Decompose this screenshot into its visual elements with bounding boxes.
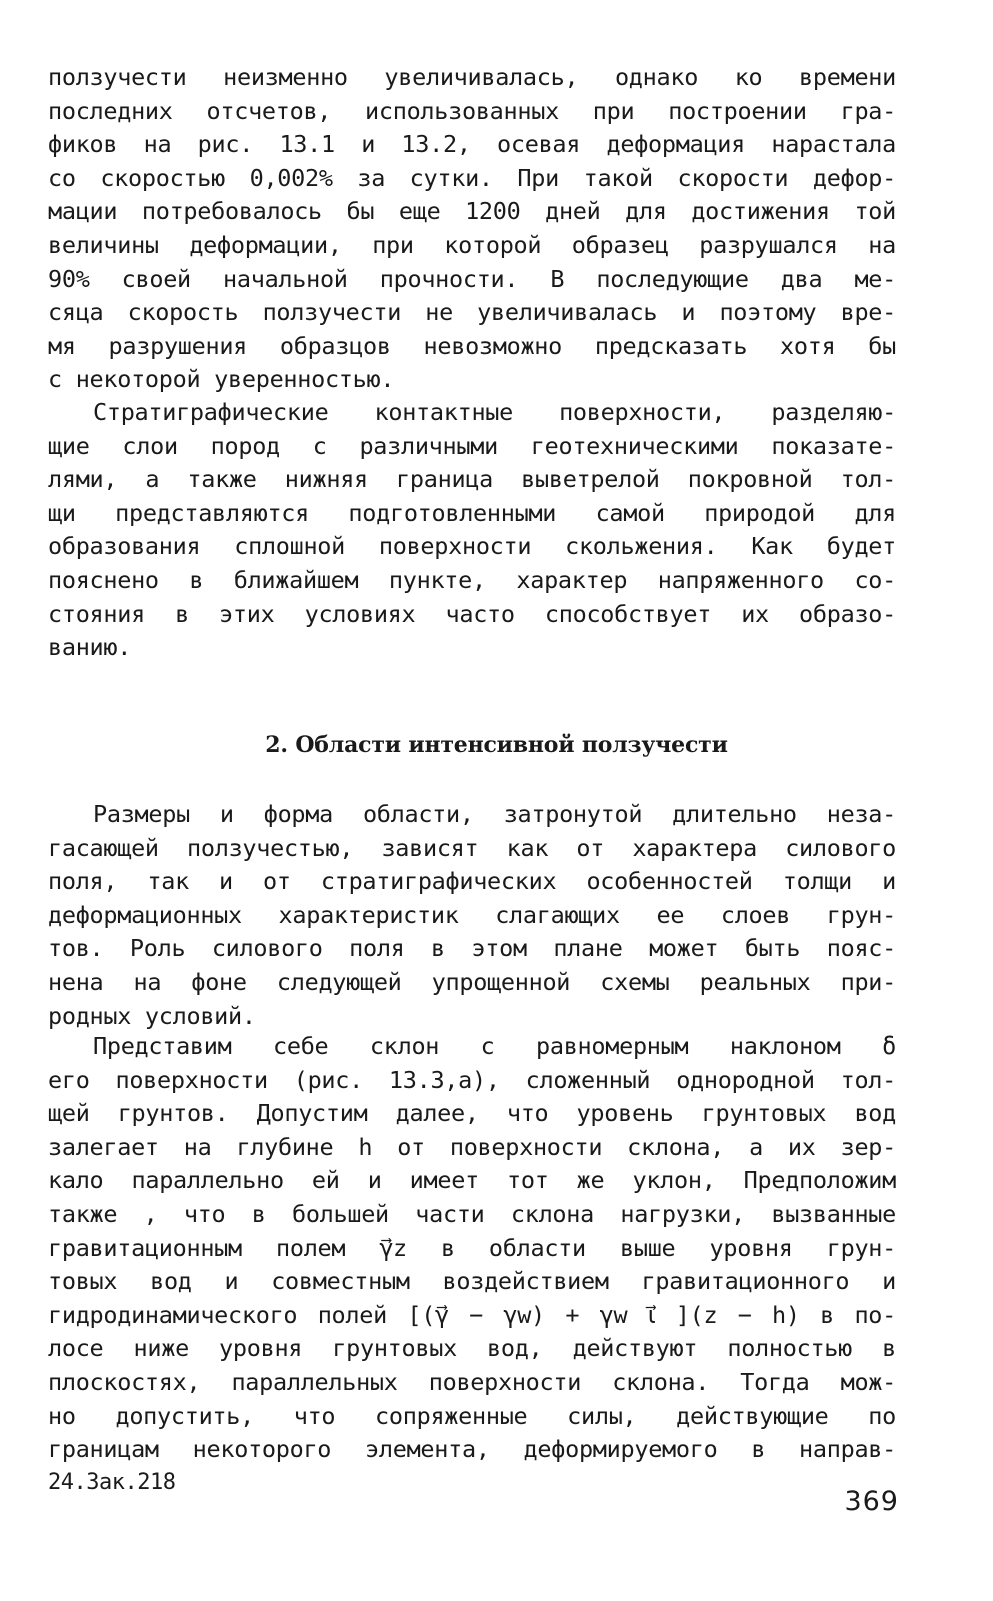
text-line: со скоростью 0,002% за сутки. При такой скорости дефор- xyxy=(48,163,896,192)
text-line: образования сплошной поверхности скольжения. Как будет xyxy=(48,532,896,561)
text-line: лосе ниже уровня грунтовых вод, действуют полностью в xyxy=(48,1334,896,1363)
text-line: деформационных характеристик слагающих ее слоев грун- xyxy=(48,900,896,929)
text-line: последних отсчетов, использованных при построении гра- xyxy=(48,96,896,125)
paragraph-3 xyxy=(48,798,896,1033)
text-line: стояния в этих условиях часто способствует их образо- xyxy=(48,599,896,628)
text-line: щи представляются подготовленными самой природой для xyxy=(48,498,896,527)
text-line: пояснено в ближайшем пункте, характер напряженного со- xyxy=(48,565,896,594)
text-line: нена на фоне следующей упрощенной схемы реальных при- xyxy=(48,967,896,996)
text-line: товых вод и совместным воздействием гравитационного и xyxy=(48,1267,896,1296)
text-line: залегает на глубине h от поверхности склона, а их зер- xyxy=(48,1132,896,1161)
print-signature: 24.Зак.218 xyxy=(48,1470,176,1495)
text-line: ползучести неизменно увеличивалась, однако ко времени xyxy=(48,63,896,91)
text-line: его поверхности (рис. 13.3,а), сложенный однородной тол- xyxy=(48,1065,896,1094)
text-line: с некоторой уверенностью. xyxy=(48,365,395,394)
text-line: тов. Роль силового поля в этом плане может быть пояс- xyxy=(48,934,896,963)
text-line: величины деформации, при которой образец разрушался на xyxy=(48,230,896,259)
paragraph-4 xyxy=(48,1030,896,1467)
paragraph-2 xyxy=(48,396,896,665)
text-line: Представим себе склон с равномерным наклоном δ xyxy=(93,1032,896,1060)
page-number: 369 xyxy=(844,1486,899,1517)
text-line: мя разрушения образцов невозможно предсказать хотя бы xyxy=(48,331,896,360)
text-line: щие слои пород с различными геотехническими показате- xyxy=(48,431,896,460)
text-line: родных условий. xyxy=(48,1001,256,1030)
text-line: плоскостях, параллельных поверхности склона. Тогда мож- xyxy=(48,1367,896,1396)
text-line: ванию. xyxy=(48,633,132,662)
text-line: гравитационным полем γ⃗z в области выше уровня грун- xyxy=(48,1233,896,1262)
text-line: 90% своей начальной прочности. В последующие два ме- xyxy=(48,264,896,293)
text-line: также , что в большей части склона нагрузки, вызванные xyxy=(48,1199,896,1228)
text-line: границам некоторого элемента, деформируемого в направ- xyxy=(48,1435,896,1464)
text-line: мации потребовалось бы еще 1200 дней для достижения той xyxy=(48,197,896,226)
section-heading: 2. Области интенсивной ползучести xyxy=(265,732,728,758)
text-line: щей грунтов. Допустим далее, что уровень грунтовых вод xyxy=(48,1099,896,1128)
text-line: фиков на рис. 13.1 и 13.2, осевая деформация нарастала xyxy=(48,130,896,159)
text-line: сяца скорость ползучести не увеличивалась и поэтому вре- xyxy=(48,298,896,327)
text-line: поля, так и от стратиграфических особенностей толщи и xyxy=(48,867,896,896)
text-line: гидродинамического полей [(γ⃗ − γw) + γw ι⃗ ](z − h) в по- xyxy=(48,1300,896,1329)
text-line: Стратиграфические контактные поверхности, разделяю- xyxy=(93,398,896,426)
paragraph-1 xyxy=(48,61,896,397)
text-line: но допустить, что сопряженные силы, действующие по xyxy=(48,1401,896,1430)
text-line: гасающей ползучестью, зависят как от характера силового xyxy=(48,833,896,862)
text-line: Размеры и форма области, затронутой длительно неза- xyxy=(93,800,896,828)
text-line: лями, а также нижняя граница выветрелой покровной тол- xyxy=(48,465,896,494)
text-line: кало параллельно ей и имеет тот же уклон, Предположим xyxy=(48,1166,896,1195)
